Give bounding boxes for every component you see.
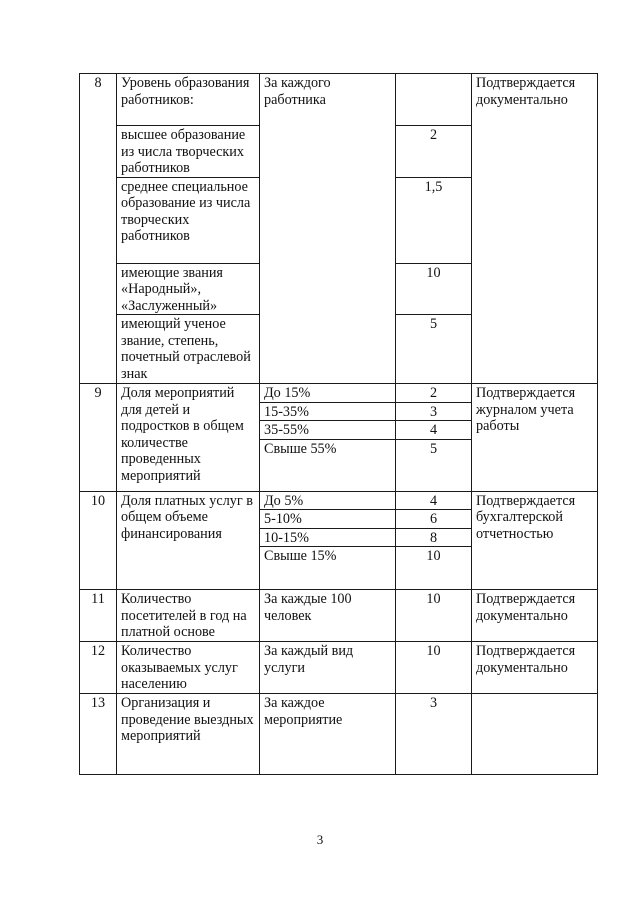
points-cell: 10 (396, 263, 472, 315)
unit-cell: До 5% (260, 491, 396, 510)
unit-cell: Свыше 15% (260, 547, 396, 590)
unit-cell: За каждое мероприятие (260, 694, 396, 775)
criteria-table (79, 73, 598, 775)
page-number: 3 (316, 832, 324, 847)
table-row (80, 694, 598, 775)
points-cell: 10 (396, 642, 472, 694)
unit-cell: 5-10% (260, 510, 396, 529)
points-cell: 2 (396, 384, 472, 403)
points-cell: 10 (396, 590, 472, 642)
unit-cell: До 15% (260, 384, 396, 403)
points-cell: 5 (396, 315, 472, 384)
indicator-cell: Доля платных услуг в общем объеме финансирования (117, 491, 260, 590)
indicator-cell: Организация и проведение выездных мероприятий (117, 694, 260, 775)
indicator-cell: Доля мероприятий для детей и подростков в общем количестве проведенных мероприятий (117, 384, 260, 492)
points-cell: 3 (396, 402, 472, 421)
indicator-cell: Количество посетителей в год на платной основе (117, 590, 260, 642)
unit-cell: 35-55% (260, 421, 396, 440)
points-cell (396, 74, 472, 126)
confirmation-cell (472, 694, 598, 775)
table-row (80, 590, 598, 642)
points-cell: 5 (396, 439, 472, 491)
confirmation-cell: Подтверждается документально (472, 642, 598, 694)
unit-cell: Свыше 55% (260, 439, 396, 491)
unit-cell: 10-15% (260, 528, 396, 547)
indicator-cell: имеющий ученое звание, степень, почетный отраслевой знак (117, 315, 260, 384)
points-cell: 1,5 (396, 177, 472, 263)
table-row (80, 642, 598, 694)
points-cell: 10 (396, 547, 472, 590)
unit-cell: За каждого работника (260, 74, 396, 384)
indicator-cell: имеющие звания «Народный», «Заслуженный» (117, 263, 260, 315)
points-cell: 3 (396, 694, 472, 775)
indicator-cell: высшее образование из числа творческих работников (117, 126, 260, 178)
row-number: 10 (80, 491, 117, 590)
points-cell: 8 (396, 528, 472, 547)
row-number: 8 (80, 74, 117, 384)
table-row (80, 491, 598, 510)
row-number: 11 (80, 590, 117, 642)
points-cell: 2 (396, 126, 472, 178)
row-number: 12 (80, 642, 117, 694)
confirmation-cell: Подтверждается бухгалтерской отчетностью (472, 491, 598, 590)
unit-cell: За каждые 100 человек (260, 590, 396, 642)
row-number: 9 (80, 384, 117, 492)
points-cell: 4 (396, 421, 472, 440)
table-row (80, 74, 598, 126)
confirmation-cell: Подтверждается документально (472, 590, 598, 642)
indicator-cell: Количество оказываемых услуг населению (117, 642, 260, 694)
indicator-cell: среднее специальное образование из числа творческих работников (117, 177, 260, 263)
indicator-cell: Уровень образования работников: (117, 74, 260, 126)
confirmation-cell: Подтверждается журналом учета работы (472, 384, 598, 492)
table-row (80, 384, 598, 403)
row-number: 13 (80, 694, 117, 775)
unit-cell: За каждый вид услуги (260, 642, 396, 694)
points-cell: 6 (396, 510, 472, 529)
confirmation-cell: Подтверждается документально (472, 74, 598, 384)
points-cell: 4 (396, 491, 472, 510)
unit-cell: 15-35% (260, 402, 396, 421)
